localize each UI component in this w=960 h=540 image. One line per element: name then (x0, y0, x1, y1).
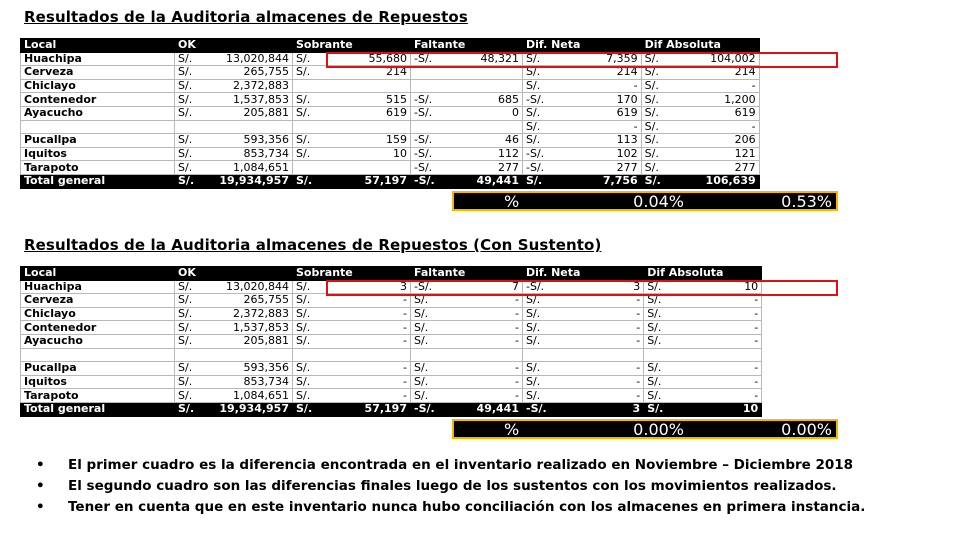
sobrante-currency-cell: S/. (293, 52, 317, 66)
ok-currency-cell: S/. (175, 52, 199, 66)
ok-value-cell: 13,020,844 (199, 52, 293, 66)
neta-currency-cell: S/. (523, 174, 548, 188)
table-row (21, 120, 760, 134)
local-cell (21, 120, 175, 134)
ok-currency-cell: S/. (175, 389, 199, 403)
ok-value-cell: 265,755 (199, 66, 293, 80)
faltante-currency-cell: S/. (411, 294, 439, 308)
faltante-currency-cell (411, 79, 439, 93)
absoluta-currency-cell: S/. (641, 93, 665, 107)
absoluta-currency-cell: S/. (644, 334, 668, 348)
faltante-value-cell: 49,441 (439, 174, 523, 188)
neta-value-cell: 277 (547, 161, 641, 175)
sobrante-value-cell: 515 (317, 93, 411, 107)
faltante-value-cell: - (439, 362, 523, 376)
ok-value-cell (199, 120, 293, 134)
sobrante-value-cell (317, 120, 411, 134)
column-header: Faltante (411, 267, 523, 281)
ok-value-cell: 853,734 (199, 147, 293, 161)
local-cell: Total general (21, 402, 175, 416)
table-row (21, 294, 762, 308)
notes-list (36, 455, 865, 518)
column-header: Sobrante (293, 267, 411, 281)
sobrante-currency-cell: S/. (293, 294, 317, 308)
faltante-currency-cell: -S/. (411, 52, 439, 66)
absoluta-currency-cell: S/. (644, 294, 668, 308)
absoluta-currency-cell: S/. (644, 402, 668, 416)
column-header: Dif Absoluta (641, 39, 759, 53)
ok-value-cell: 19,934,957 (199, 174, 293, 188)
neta-value-cell: - (550, 375, 644, 389)
ok-currency-cell: S/. (175, 362, 199, 376)
neta-currency-cell: S/. (523, 375, 550, 389)
column-header: Dif. Neta (523, 267, 644, 281)
absoluta-value-cell: - (668, 294, 762, 308)
neta-currency-cell (523, 348, 550, 362)
neta-value-cell: 102 (547, 147, 641, 161)
absoluta-currency-cell: S/. (641, 52, 665, 66)
local-cell: Pucallpa (21, 362, 175, 376)
faltante-value-cell: 49,441 (439, 402, 523, 416)
ok-value-cell: 2,372,883 (199, 307, 293, 321)
faltante-value-cell: - (439, 321, 523, 335)
neta-value-cell: - (550, 362, 644, 376)
percent-absoluta: 0.53% (781, 192, 832, 211)
neta-value-cell: 170 (547, 93, 641, 107)
neta-value-cell: 7,359 (547, 52, 641, 66)
absoluta-currency-cell: S/. (644, 307, 668, 321)
faltante-value-cell: - (439, 334, 523, 348)
neta-currency-cell: -S/. (523, 402, 550, 416)
neta-value-cell (550, 348, 644, 362)
absoluta-value-cell: - (668, 389, 762, 403)
table-row (21, 280, 762, 294)
column-header: OK (175, 267, 293, 281)
ok-currency-cell: S/. (175, 134, 199, 148)
ok-value-cell: 593,356 (199, 362, 293, 376)
ok-currency-cell: S/. (175, 280, 199, 294)
sobrante-value-cell: - (317, 321, 411, 335)
table-row (21, 79, 760, 93)
faltante-value-cell (439, 79, 523, 93)
ok-value-cell: 205,881 (199, 334, 293, 348)
neta-currency-cell: S/. (523, 120, 548, 134)
faltante-currency-cell (411, 66, 439, 80)
neta-currency-cell: -S/. (523, 93, 548, 107)
neta-currency-cell: S/. (523, 389, 550, 403)
faltante-currency-cell: -S/. (411, 134, 439, 148)
faltante-currency-cell (411, 348, 439, 362)
neta-currency-cell: S/. (523, 52, 548, 66)
absoluta-value-cell: - (668, 334, 762, 348)
neta-currency-cell: -S/. (523, 147, 548, 161)
faltante-currency-cell: -S/. (411, 161, 439, 175)
absoluta-value-cell: 619 (665, 106, 759, 120)
percent-absoluta: 0.00% (781, 420, 832, 439)
sobrante-currency-cell: S/. (293, 147, 317, 161)
faltante-value-cell: 685 (439, 93, 523, 107)
faltante-currency-cell: -S/. (411, 147, 439, 161)
faltante-currency-cell: S/. (411, 362, 439, 376)
header-row (21, 39, 760, 53)
table-row (21, 389, 762, 403)
table-row (21, 147, 760, 161)
local-cell: Cerveza (21, 294, 175, 308)
local-cell: Huachipa (21, 280, 175, 294)
absoluta-value-cell: - (665, 79, 759, 93)
absoluta-currency-cell: S/. (641, 66, 665, 80)
neta-value-cell: 3 (550, 280, 644, 294)
absoluta-value-cell: 121 (665, 147, 759, 161)
ok-value-cell: 13,020,844 (199, 280, 293, 294)
ok-currency-cell: S/. (175, 66, 199, 80)
faltante-value-cell: 48,321 (439, 52, 523, 66)
neta-currency-cell: S/. (523, 334, 550, 348)
sobrante-currency-cell: S/. (293, 280, 317, 294)
ok-value-cell (199, 348, 293, 362)
faltante-value-cell: 7 (439, 280, 523, 294)
local-cell: Ayacucho (21, 334, 175, 348)
neta-value-cell: - (547, 120, 641, 134)
absoluta-value-cell: 10 (668, 402, 762, 416)
local-cell: Tarapoto (21, 161, 175, 175)
absoluta-currency-cell: S/. (641, 106, 665, 120)
faltante-currency-cell: -S/. (411, 280, 439, 294)
ok-currency-cell (175, 348, 199, 362)
ok-value-cell: 1,537,853 (199, 93, 293, 107)
ok-currency-cell: S/. (175, 321, 199, 335)
sobrante-currency-cell: S/. (293, 93, 317, 107)
table-row (21, 375, 762, 389)
sobrante-value-cell: 159 (317, 134, 411, 148)
local-cell: Total general (21, 174, 175, 188)
sobrante-value-cell: 214 (317, 66, 411, 80)
faltante-value-cell: - (439, 307, 523, 321)
ok-currency-cell: S/. (175, 161, 199, 175)
sobrante-value-cell: 619 (317, 106, 411, 120)
neta-value-cell: - (547, 79, 641, 93)
note-item: • Tener en cuenta que en este inventario nunca hubo conciliación con los almacenes en primera instancia. (36, 497, 865, 518)
neta-value-cell: - (550, 307, 644, 321)
neta-currency-cell: -S/. (523, 280, 550, 294)
neta-value-cell: - (550, 334, 644, 348)
absoluta-value-cell: - (668, 321, 762, 335)
sobrante-currency-cell (293, 161, 317, 175)
ok-currency-cell: S/. (175, 106, 199, 120)
local-cell: Chiclayo (21, 79, 175, 93)
ok-currency-cell: S/. (175, 375, 199, 389)
header-row (21, 267, 762, 281)
table1-percent-row (452, 191, 838, 211)
ok-value-cell: 1,084,651 (199, 161, 293, 175)
ok-value-cell: 1,084,651 (199, 389, 293, 403)
column-header: Dif Absoluta (644, 267, 762, 281)
ok-currency-cell: S/. (175, 294, 199, 308)
ok-value-cell: 19,934,957 (199, 402, 293, 416)
neta-value-cell: - (550, 321, 644, 335)
neta-currency-cell: -S/. (523, 161, 548, 175)
absoluta-currency-cell: S/. (641, 120, 665, 134)
faltante-value-cell (439, 120, 523, 134)
absoluta-currency-cell: S/. (641, 147, 665, 161)
local-cell: Contenedor (21, 321, 175, 335)
faltante-value-cell: - (439, 389, 523, 403)
table-row (21, 321, 762, 335)
ok-value-cell: 853,734 (199, 375, 293, 389)
absoluta-value-cell: 10 (668, 280, 762, 294)
sobrante-currency-cell: S/. (293, 307, 317, 321)
absoluta-currency-cell: S/. (644, 389, 668, 403)
table-row (21, 161, 760, 175)
neta-value-cell: - (550, 294, 644, 308)
table2-percent-row (452, 419, 838, 439)
neta-value-cell: 7,756 (547, 174, 641, 188)
sobrante-currency-cell: S/. (293, 375, 317, 389)
sobrante-currency-cell: S/. (293, 389, 317, 403)
faltante-currency-cell: -S/. (411, 93, 439, 107)
neta-currency-cell: S/. (523, 294, 550, 308)
faltante-currency-cell: S/. (411, 334, 439, 348)
table-row (21, 52, 760, 66)
table-row (21, 362, 762, 376)
faltante-value-cell (439, 348, 523, 362)
sobrante-value-cell: - (317, 362, 411, 376)
sobrante-value-cell: 57,197 (317, 174, 411, 188)
percent-neta: 0.00% (633, 420, 684, 439)
ok-value-cell: 205,881 (199, 106, 293, 120)
table2 (20, 266, 762, 417)
local-cell: Iquitos (21, 147, 175, 161)
faltante-currency-cell: S/. (411, 389, 439, 403)
faltante-value-cell: - (439, 294, 523, 308)
absoluta-value-cell: 214 (665, 66, 759, 80)
column-header: Dif. Neta (523, 39, 642, 53)
ok-currency-cell: S/. (175, 147, 199, 161)
absoluta-value-cell: - (668, 307, 762, 321)
percent-neta: 0.04% (633, 192, 684, 211)
local-cell: Iquitos (21, 375, 175, 389)
note-item: • El segundo cuadro son las diferencias finales luego de los sustentos con los movimientos realizados. (36, 476, 865, 497)
sobrante-value-cell: - (317, 389, 411, 403)
ok-value-cell: 593,356 (199, 134, 293, 148)
faltante-value-cell (439, 66, 523, 80)
local-cell: Tarapoto (21, 389, 175, 403)
absoluta-value-cell: 206 (665, 134, 759, 148)
table-row (21, 348, 762, 362)
absoluta-value-cell: 277 (665, 161, 759, 175)
sobrante-value-cell (317, 161, 411, 175)
table1 (20, 38, 760, 189)
ok-currency-cell: S/. (175, 174, 199, 188)
absoluta-value-cell: - (665, 120, 759, 134)
ok-currency-cell: S/. (175, 307, 199, 321)
sobrante-currency-cell: S/. (293, 334, 317, 348)
absoluta-currency-cell: S/. (644, 280, 668, 294)
local-cell: Chiclayo (21, 307, 175, 321)
faltante-currency-cell (411, 120, 439, 134)
local-cell: Pucallpa (21, 134, 175, 148)
neta-value-cell: 113 (547, 134, 641, 148)
neta-currency-cell: S/. (523, 106, 548, 120)
neta-value-cell: 619 (547, 106, 641, 120)
neta-currency-cell: S/. (523, 66, 548, 80)
sobrante-currency-cell: S/. (293, 134, 317, 148)
absoluta-value-cell: 104,002 (665, 52, 759, 66)
ok-value-cell: 2,372,883 (199, 79, 293, 93)
local-cell (21, 348, 175, 362)
table-row (21, 334, 762, 348)
sobrante-currency-cell (293, 120, 317, 134)
neta-currency-cell: S/. (523, 79, 548, 93)
column-header: Sobrante (293, 39, 411, 53)
absoluta-currency-cell (644, 348, 668, 362)
table-row (21, 66, 760, 80)
absoluta-currency-cell: S/. (641, 134, 665, 148)
absoluta-value-cell: 106,639 (665, 174, 759, 188)
column-header: OK (175, 39, 293, 53)
ok-value-cell: 1,537,853 (199, 321, 293, 335)
sobrante-value-cell: - (317, 375, 411, 389)
absoluta-value-cell: - (668, 375, 762, 389)
ok-currency-cell: S/. (175, 402, 199, 416)
faltante-currency-cell: S/. (411, 307, 439, 321)
table-row (21, 134, 760, 148)
absoluta-currency-cell: S/. (644, 321, 668, 335)
total-row (21, 402, 762, 416)
local-cell: Cerveza (21, 66, 175, 80)
sobrante-value-cell (317, 79, 411, 93)
table2-title: Resultados de la Auditoria almacenes de Repuestos (Con Sustento) (24, 236, 602, 254)
ok-currency-cell: S/. (175, 334, 199, 348)
ok-currency-cell: S/. (175, 79, 199, 93)
table1-title: Resultados de la Auditoria almacenes de Repuestos (24, 8, 468, 26)
faltante-value-cell: 112 (439, 147, 523, 161)
faltante-value-cell: 277 (439, 161, 523, 175)
sobrante-value-cell: - (317, 294, 411, 308)
absoluta-currency-cell: S/. (641, 161, 665, 175)
local-cell: Huachipa (21, 52, 175, 66)
sobrante-currency-cell (293, 79, 317, 93)
ok-value-cell: 265,755 (199, 294, 293, 308)
absoluta-value-cell: 1,200 (665, 93, 759, 107)
neta-currency-cell: S/. (523, 362, 550, 376)
sobrante-value-cell: 55,680 (317, 52, 411, 66)
neta-value-cell: 214 (547, 66, 641, 80)
sobrante-currency-cell: S/. (293, 321, 317, 335)
total-row (21, 174, 760, 188)
sobrante-currency-cell: S/. (293, 362, 317, 376)
column-header: Local (21, 267, 175, 281)
table-row (21, 307, 762, 321)
sobrante-value-cell: 3 (317, 280, 411, 294)
sobrante-currency-cell: S/. (293, 174, 317, 188)
faltante-currency-cell: S/. (411, 375, 439, 389)
local-cell: Contenedor (21, 93, 175, 107)
faltante-value-cell: 46 (439, 134, 523, 148)
absoluta-currency-cell: S/. (641, 174, 665, 188)
neta-currency-cell: S/. (523, 321, 550, 335)
column-header: Faltante (411, 39, 523, 53)
sobrante-currency-cell: S/. (293, 66, 317, 80)
table-row (21, 106, 760, 120)
percent-label: % (504, 420, 520, 439)
absoluta-value-cell (668, 348, 762, 362)
ok-currency-cell (175, 120, 199, 134)
sobrante-value-cell: 57,197 (317, 402, 411, 416)
sobrante-value-cell: - (317, 334, 411, 348)
absoluta-value-cell: - (668, 362, 762, 376)
percent-label: % (504, 192, 520, 211)
neta-currency-cell: S/. (523, 134, 548, 148)
faltante-currency-cell: -S/. (411, 402, 439, 416)
ok-currency-cell: S/. (175, 93, 199, 107)
table-row (21, 93, 760, 107)
sobrante-currency-cell (293, 348, 317, 362)
faltante-currency-cell: -S/. (411, 106, 439, 120)
sobrante-currency-cell: S/. (293, 402, 317, 416)
faltante-value-cell: - (439, 375, 523, 389)
absoluta-currency-cell: S/. (641, 79, 665, 93)
faltante-value-cell: 0 (439, 106, 523, 120)
sobrante-value-cell: 10 (317, 147, 411, 161)
faltante-currency-cell: S/. (411, 321, 439, 335)
absoluta-currency-cell: S/. (644, 362, 668, 376)
neta-currency-cell: S/. (523, 307, 550, 321)
sobrante-value-cell (317, 348, 411, 362)
neta-value-cell: - (550, 389, 644, 403)
column-header: Local (21, 39, 175, 53)
sobrante-currency-cell: S/. (293, 106, 317, 120)
note-item: • El primer cuadro es la diferencia encontrada en el inventario realizado en Noviembre – Diciembre 2018 (36, 455, 865, 476)
absoluta-currency-cell: S/. (644, 375, 668, 389)
sobrante-value-cell: - (317, 307, 411, 321)
neta-value-cell: 3 (550, 402, 644, 416)
local-cell: Ayacucho (21, 106, 175, 120)
faltante-currency-cell: -S/. (411, 174, 439, 188)
